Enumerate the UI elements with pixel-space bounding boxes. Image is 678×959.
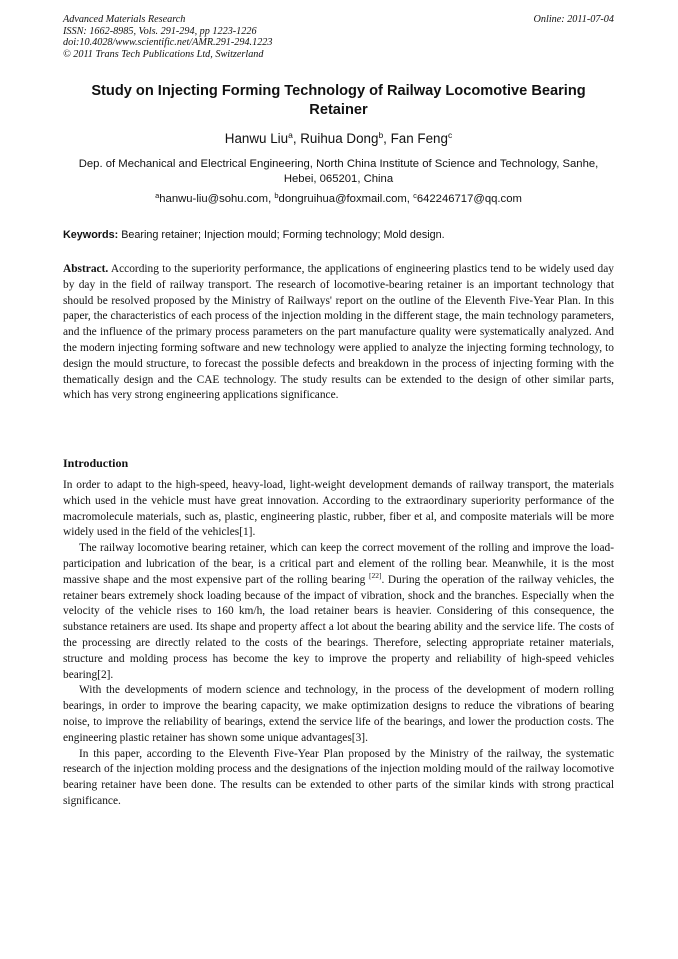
abstract-text: According to the superiority performance, the applications of engineering plastics tend to be widely used day by day in the field of railway transport. The research of locomotive-bearing retainer is an important technology that should be resolved proposed by the Ministry of Railways' report on the outline of the Eleventh Five-Year Plan. In this paper, the characteristics of each process of the injection molding in the different stage, the main technology parameters, and the influence of the primary process parameters on the part manufacture quality were systematically analyzed. And the modern injecting forming software and new technology were applied to analyze the injecting forming technology, to design the mould structure, to forecast the possible defects and breakdown in the process of injecting forming with the thematically design and the CAE technology. The study results can be extended to the design of other similar parts, which has very strong engineering applications significance. <box>63 263 615 402</box>
paper-title: Study on Injecting Forming Technology of Railway Locomotive Bearing Retainer <box>91 83 586 118</box>
abstract-paragraph <box>63 262 614 404</box>
email-link[interactable]: hanwu-liu@sohu.com <box>159 193 269 205</box>
keywords-text: Bearing retainer; Injection mould; Forming technology; Mold design. <box>121 229 445 241</box>
copyright-line: © 2011 Trans Tech Publications Ltd, Switzerland <box>63 48 264 60</box>
journal-name: Advanced Materials Research <box>63 14 186 25</box>
intro-paragraph-3: With the developments of modern science and technology, in the process of the development of modern rolling bearings, in order to improve the bearing capacity, we make optimization designs to reduce the vibrations of bearing noise, to improve the reliability of bearings, extend the service life of the bearings, and lower the production costs. The engineering plastic retainer has shown some unique advantages[3]. <box>63 684 614 744</box>
online-date: Online: 2011-07-04 <box>533 14 614 25</box>
citation-ref[interactable]: [22] <box>368 570 382 580</box>
author-list: Hanwu Liu$^a$, Ruihua Dong$^b$, Fan Feng$^c$ <box>224 130 453 146</box>
author-name: Ruihua Dong <box>300 131 379 146</box>
intro-paragraph-2 <box>63 541 614 683</box>
author-sup: c <box>447 130 453 140</box>
author-name: Fan Feng <box>390 131 448 146</box>
keywords-line <box>63 228 614 242</box>
abstract-label: Abstract. <box>63 263 109 275</box>
email-sup: b <box>274 191 279 200</box>
keywords-label: Keywords: <box>63 229 119 241</box>
introduction-body <box>63 478 614 810</box>
author-sup: b <box>378 130 384 140</box>
issn-line: ISSN: 1662-8985, Vols. 291-294, pp 1223-1226 <box>63 25 257 37</box>
doi-line[interactable]: doi:10.4028/www.scientific.net/AMR.291-294.1223 <box>63 37 273 49</box>
section-heading-introduction: Introduction <box>63 456 129 470</box>
author-sup: a <box>288 130 293 140</box>
intro-paragraph-4: In this paper, according to the Eleventh Five-Year Plan proposed by the Ministry of the railway, the systematic research of the injection molding process and the designations of the injection molding mould of the railway locomotive bearing retainer have been done. The results can be extended to other parts of the similar kinds with strong practical significance. <box>63 747 614 807</box>
journal-header <box>63 14 483 60</box>
email-sup: a <box>155 191 160 200</box>
author-name: Hanwu Liu <box>224 131 289 146</box>
intro-p2-text-b: . During the operation of the railway vehicles, the retainer bears extremely shock loading because of the impact of vibration, shock and the branches. Especially when the velocity of the vehicle rises to 160 km/h, the load retainer bears is heavier. Considering of this consequence, the substance retainers are used. Its shape and property affect a lot about the bearing ability and the service life. The costs of the processing are directly related to the costs of the bearings. Therefore, selecting appropriate retainer materials, structure and molding process has become the key to improve the property and reliability of high-speed vehicles bearing[2]. <box>63 573 614 681</box>
affiliation: Dep. of Mechanical and Electrical Engineering, North China Institute of Science and Technology, Sanhe, Hebei, 065201, China <box>78 158 599 185</box>
email-list: $^a$hanwu-liu@sohu.com, $^b$dongruihua@foxmail.com, $^c$642246717@qq.com <box>155 191 522 205</box>
email-link[interactable]: dongruihua@foxmail.com <box>278 193 407 205</box>
intro-paragraph-1: In order to adapt to the high-speed, heavy-load, light-weight development demands of railway transport, the materials which used in the vehicle must have great innovation. According to the extraordinary superiority performance of the macromolecule materials, such as, plastic, engineering plastic, rubber, fiber et al, and composite materials will be more widely used in the field of the vehicles[1]. <box>63 479 614 539</box>
email-sup: c <box>413 191 417 200</box>
email-link[interactable]: 642246717@qq.com <box>416 193 522 205</box>
intro-p2-text-a: The railway locomotive bearing retainer, which can keep the correct movement of the rolling and improve the load-participation and lubrication of the bear, is a critical part and element of the rolling bear. Meanwhile, it is the most massive shape and the most expensive part of the rolling bearing <box>63 542 614 586</box>
